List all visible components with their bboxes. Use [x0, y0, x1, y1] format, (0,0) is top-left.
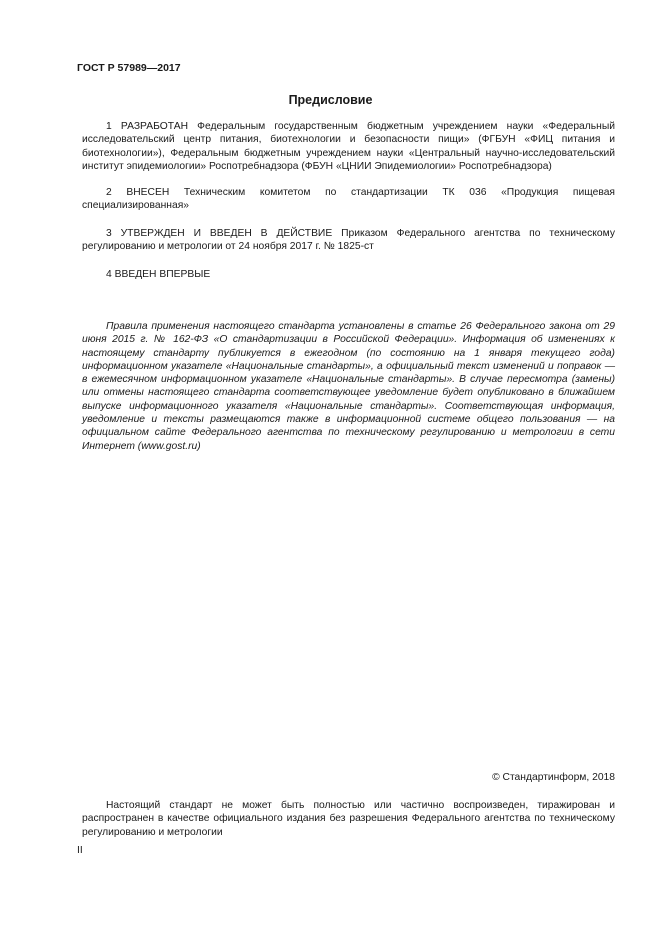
copyright-line: © Стандартинформ, 2018	[492, 772, 615, 783]
preface-item-developed: 1 РАЗРАБОТАН Федеральным государственным бюджетным учреждением науки «Федеральный исследовательский центр питания, биотехнологии и безопасности пищи» (ФГБУН «ФИЦ питания и биотехнологии»), Федеральным бюджетным учреждением науки «Центральный научно-исследовательский институт эпидемиологии» Роспотребнадзора (ФБУН «ЦНИИ Эпидемиологии» Роспотребнадзора)	[82, 121, 615, 172]
preface-item-approved: 3 УТВЕРЖДЕН И ВВЕДЕН В ДЕЙСТВИЕ Приказом Федерального агентства по техническому регулированию и метрологии от 24 ноября 2017 г. № 1825-ст	[82, 228, 615, 253]
preface-item-first-introduced: 4 ВВЕДЕН ВПЕРВЫЕ	[106, 269, 211, 280]
standard-code: ГОСТ Р 57989—2017	[77, 62, 181, 74]
page-title: Предисловие	[288, 93, 373, 107]
reproduction-notice: Настоящий стандарт не может быть полностью или частично воспроизведен, тиражирован и распространен в качестве официального издания без разрешения Федерального агентства по техническому регулированию и метрологии	[82, 800, 615, 838]
preface-item-submitted: 2 ВНЕСЕН Техническим комитетом по стандартизации ТК 036 «Продукция пищевая специализированная»	[82, 187, 615, 212]
application-rules-notice: Правила применения настоящего стандарта установлены в статье 26 Федерального закона от 29 июня 2015 г. № 162-ФЗ «О стандартизации в Российской Федерации». Информация об изменениях к настоящему стандарту публикуется в ежегодном (по состоянию на 1 января текущего года) информационном указателе «Национальные стандарты», а официальный текст изменений и поправок — в ежемесячном информационном указателе «Национальные стандарты». В случае пересмотра (замены) или отмены настоящего стандарта соответствующее уведомление будет опубликовано в ближайшем выпуске информационного указателя «Национальные стандарты». Соответствующая информация, уведомление и тексты размещаются также в информационной системе общего пользования — на официальном сайте Федерального агентства по техническому регулированию и метрологии в сети Интернет (www.gost.ru)	[82, 321, 615, 452]
page-number: II	[77, 845, 83, 856]
